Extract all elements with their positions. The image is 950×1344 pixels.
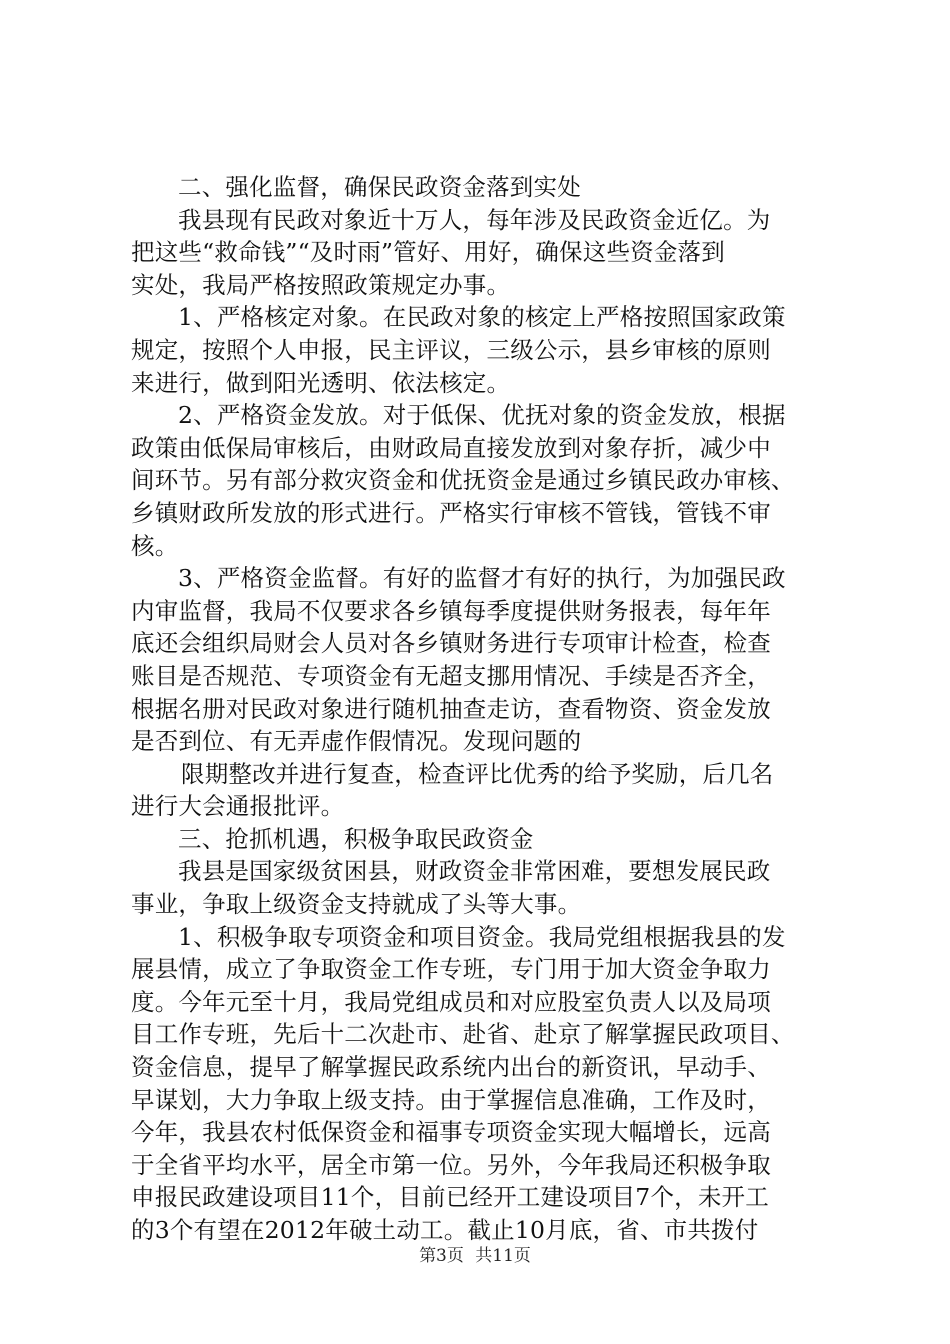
paragraph-line: 内审监督，我局不仅要求各乡镇每季度提供财务报表，每年年 (131, 596, 771, 625)
paragraph-line: 限期整改并进行复查，检查评比优秀的给予奖励，后几名 (181, 759, 774, 788)
page-number: 第3页 (419, 1246, 464, 1266)
paragraph-line: 来进行，做到阳光透明、依法核定。 (131, 368, 511, 397)
paragraph-line: 我县现有民政对象近十万人，每年涉及民政资金近亿。为 (178, 205, 771, 234)
section-heading: 三、抢抓机遇，积极争取民政资金 (178, 824, 534, 853)
paragraph-line: 今年，我县农村低保资金和福事专项资金实现大幅增长，远高 (131, 1118, 771, 1147)
paragraph-line: 政策由低保局审核后，由财政局直接发放到对象存折，减少中 (131, 433, 771, 462)
section-heading: 二、强化监督，确保民政资金落到实处 (178, 173, 581, 201)
paragraph-line: 核。 (131, 531, 179, 560)
paragraph-line: 我县是国家级贫困县，财政资金非常困难，要想发展民政 (178, 857, 771, 886)
paragraph-line: 1、积极争取专项资金和项目资金。我局党组根据我县的发 (178, 922, 786, 951)
paragraph-line: 目工作专班，先后十二次赴市、赴省、赴京了解掌握民政项目、 (131, 1020, 795, 1049)
paragraph-line: 早谋划，大力争取上级支持。由于掌握信息准确，工作及时， (131, 1085, 771, 1114)
paragraph-line: 间环节。另有部分救灾资金和优抚资金是通过乡镇民政办审核、 (131, 466, 795, 495)
paragraph-line: 2、严格资金发放。对于低保、优抚对象的资金发放，根据 (178, 401, 786, 430)
page-total: 共11页 (475, 1246, 531, 1266)
paragraph-line: 账目是否规范、专项资金有无超支挪用情况、手续是否齐全， (131, 661, 771, 690)
page-footer (0, 1245, 950, 1267)
paragraph-line: 规定，按照个人申报，民主评议，三级公示，县乡审核的原则 (131, 335, 771, 364)
paragraph-line: 于全省平均水平，居全市第一位。另外，今年我局还积极争取 (131, 1150, 771, 1179)
paragraph-line: 申报民政建设项目11个，目前已经开工建设项目7个，未开工 (131, 1183, 769, 1212)
paragraph-line: 1、严格核定对象。在民政对象的核定上严格按照国家政策 (178, 303, 786, 332)
paragraph-line: 展县情，成立了争取资金工作专班，专门用于加大资金争取力 (131, 955, 771, 984)
document-body (131, 171, 831, 1247)
paragraph-line: 的3个有望在2012年破土动工。截止10月底，省、市共拨付 (131, 1216, 759, 1244)
paragraph-line: 实处，我局严格按照政策规定办事。 (131, 270, 511, 299)
paragraph-line: 底还会组织局财会人员对各乡镇财务进行专项审计检查，检查 (131, 629, 771, 658)
paragraph-line: 3、严格资金监督。有好的监督才有好的执行，为加强民政 (178, 564, 786, 593)
paragraph-line: 事业，争取上级资金支持就成了头等大事。 (131, 890, 582, 919)
paragraph-line: 把这些“救命钱”“及时雨”管好、用好，确保这些资金落到 (131, 238, 725, 267)
paragraph-line: 度。今年元至十月，我局党组成员和对应股室负责人以及局项 (131, 987, 771, 1016)
paragraph-line: 进行大会通报批评。 (131, 792, 345, 821)
paragraph-line: 资金信息，提早了解掌握民政系统内出台的新资讯，早动手、 (131, 1053, 771, 1082)
paragraph-line: 乡镇财政所发放的形式进行。严格实行审核不管钱，管钱不审 (131, 498, 771, 527)
paragraph-line: 是否到位、有无弄虚作假情况。发现问题的 (131, 727, 582, 756)
paragraph-line: 根据名册对民政对象进行随机抽查走访，查看物资、资金发放 (131, 694, 771, 723)
